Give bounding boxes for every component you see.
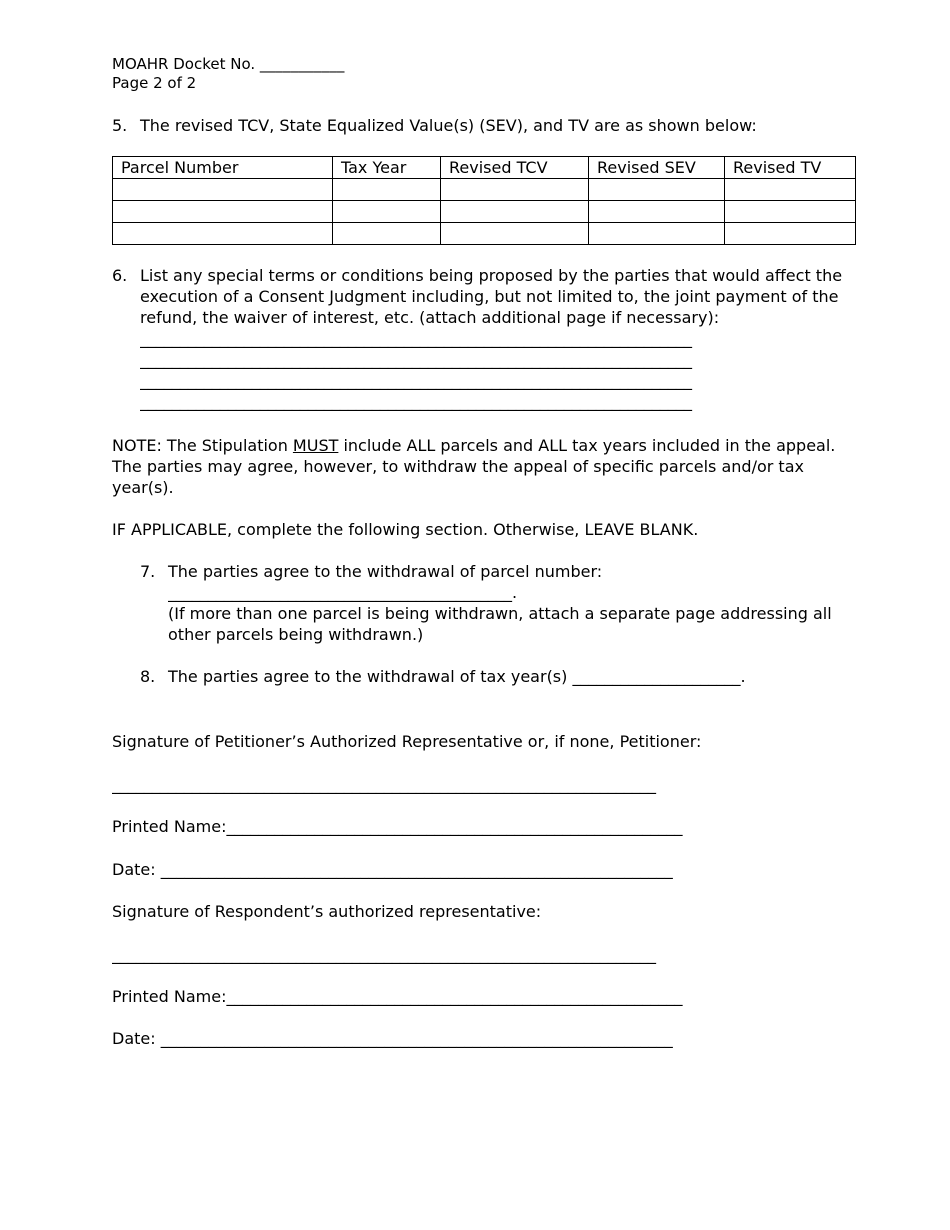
special-terms-line[interactable]: _____________________________________________________________________ bbox=[140, 371, 692, 390]
item-7-text: The parties agree to the withdrawal of parcel number: bbox=[168, 562, 603, 581]
note-emphasis: MUST bbox=[292, 436, 339, 455]
table-cell[interactable] bbox=[589, 223, 725, 245]
item-5-text: The revised TCV, State Equalized Value(s) (SEV), and TV are as shown below: bbox=[140, 116, 757, 135]
docket-label: MOAHR Docket No. bbox=[112, 55, 256, 73]
item-7-note: (If more than one parcel is being withdrawn, attach a separate page addressing all other parcels being withdrawn.) bbox=[168, 604, 832, 644]
table-cell[interactable] bbox=[441, 179, 589, 201]
item-7 bbox=[112, 561, 857, 645]
item-5-number: 5. bbox=[112, 116, 128, 135]
respondent-printed-name-field[interactable]: Printed Name:_________________________________________________________ bbox=[112, 987, 683, 1006]
table-cell[interactable] bbox=[589, 179, 725, 201]
item-6 bbox=[112, 265, 857, 412]
respondent-date-field[interactable]: Date: ________________________________________________________________ bbox=[112, 1029, 673, 1048]
revised-values-table bbox=[112, 156, 856, 245]
item-6-text: List any special terms or conditions being proposed by the parties that would affect the execution of a Consent Judgment including, but not limited to, the joint payment of the refund, the waiver of interest, etc. (attach additional page if necessary): bbox=[140, 266, 843, 327]
note-prefix: NOTE: The Stipulation bbox=[112, 436, 293, 455]
table-row bbox=[113, 201, 856, 223]
respondent-heading: Signature of Respondent’s authorized representative: bbox=[112, 902, 542, 921]
table-row bbox=[113, 223, 856, 245]
column-header-tax-year: Tax Year bbox=[333, 157, 441, 179]
item-7-number: 7. bbox=[140, 562, 156, 581]
table-cell[interactable] bbox=[441, 223, 589, 245]
table-cell[interactable] bbox=[725, 223, 856, 245]
special-terms-line[interactable]: _____________________________________________________________________ bbox=[140, 350, 692, 369]
page-header bbox=[112, 55, 857, 93]
item-8-text: The parties agree to the withdrawal of tax year(s) _____________________. bbox=[168, 667, 746, 686]
item-8 bbox=[112, 666, 857, 687]
petitioner-signature-block bbox=[112, 731, 857, 880]
respondent-signature-line[interactable]: ____________________________________________________________________ bbox=[112, 945, 656, 964]
column-header-revised-sev: Revised SEV bbox=[589, 157, 725, 179]
column-header-revised-tcv: Revised TCV bbox=[441, 157, 589, 179]
page-number: Page 2 of 2 bbox=[112, 74, 197, 92]
note-paragraph bbox=[112, 435, 857, 498]
petitioner-printed-name-field[interactable]: Printed Name:_________________________________________________________ bbox=[112, 817, 683, 836]
petitioner-date-field[interactable]: Date: ________________________________________________________________ bbox=[112, 860, 673, 879]
table-cell[interactable] bbox=[589, 201, 725, 223]
docket-blank[interactable]: ___________ bbox=[259, 55, 345, 73]
parcel-number-blank[interactable]: ___________________________________________. bbox=[168, 583, 518, 602]
table-cell[interactable] bbox=[725, 201, 856, 223]
special-terms-line[interactable]: _____________________________________________________________________ bbox=[140, 329, 692, 348]
table-cell[interactable] bbox=[113, 223, 333, 245]
respondent-signature-block bbox=[112, 901, 857, 1049]
note-suffix: include ALL parcels and ALL tax years included in the appeal. The parties may agree, however, to withdraw the appeal of specific parcels and/or tax year(s). bbox=[112, 436, 836, 497]
petitioner-heading: Signature of Petitioner’s Authorized Representative or, if none, Petitioner: bbox=[112, 732, 702, 751]
document-page bbox=[112, 55, 857, 1049]
table-cell[interactable] bbox=[333, 179, 441, 201]
table-cell[interactable] bbox=[333, 201, 441, 223]
table-cell[interactable] bbox=[725, 179, 856, 201]
column-header-parcel-number: Parcel Number bbox=[113, 157, 333, 179]
item-5 bbox=[112, 115, 857, 136]
applicable-instruction: IF APPLICABLE, complete the following section. Otherwise, LEAVE BLANK. bbox=[112, 520, 699, 539]
table-cell[interactable] bbox=[113, 179, 333, 201]
table-row bbox=[113, 179, 856, 201]
petitioner-signature-line[interactable]: ____________________________________________________________________ bbox=[112, 775, 656, 794]
table-cell[interactable] bbox=[333, 223, 441, 245]
item-8-number: 8. bbox=[140, 667, 156, 686]
table-cell[interactable] bbox=[113, 201, 333, 223]
table-header-row bbox=[113, 157, 856, 179]
special-terms-line[interactable]: _____________________________________________________________________ bbox=[140, 392, 692, 411]
column-header-revised-tv: Revised TV bbox=[725, 157, 856, 179]
docket-number bbox=[112, 55, 857, 74]
table-cell[interactable] bbox=[441, 201, 589, 223]
item-6-number: 6. bbox=[112, 266, 128, 285]
